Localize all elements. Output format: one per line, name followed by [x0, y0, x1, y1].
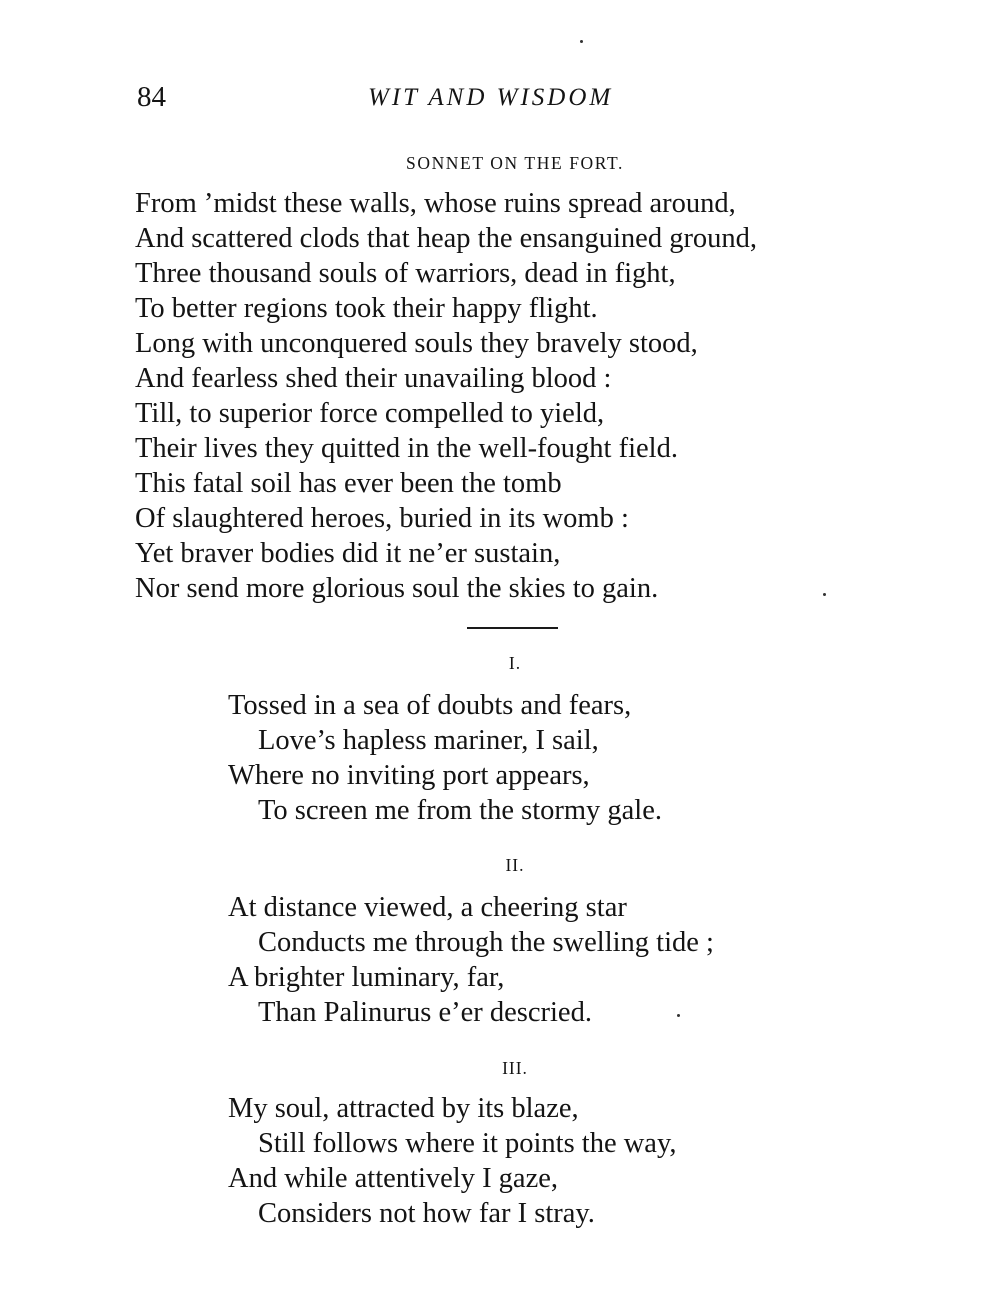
- print-speck: [677, 1014, 680, 1017]
- sonnet-line: Nor send more glorious soul the skies to gain.: [135, 573, 659, 604]
- stanza-number-3: III.: [502, 1058, 528, 1078]
- print-speck: [580, 40, 583, 43]
- stanza-number-1: I.: [508, 653, 522, 673]
- stanza-line: Conducts me through the swelling tide ;: [258, 927, 714, 958]
- stanza-line: Still follows where it points the way,: [258, 1128, 677, 1159]
- stanza-line: Where no inviting port appears,: [228, 760, 590, 791]
- sonnet-text: [135, 186, 757, 606]
- stanza-1: [228, 688, 662, 828]
- stanza-line: And while attentively I gaze,: [228, 1163, 559, 1194]
- sonnet-line: Till, to superior force compelled to yield,: [135, 398, 605, 429]
- stanza-line: Love’s hapless mariner, I sail,: [258, 725, 599, 756]
- sonnet-line: And fearless shed their unavailing blood :: [135, 363, 612, 394]
- sonnet-line: And scattered clods that heap the ensanguined ground,: [135, 223, 758, 254]
- sonnet-line: Their lives they quitted in the well-fought field.: [135, 433, 678, 464]
- stanza-line: Considers not how far I stray.: [258, 1198, 595, 1229]
- sonnet-line: Yet braver bodies did it ne’er sustain,: [135, 538, 561, 569]
- stanza-line: Tossed in a sea of doubts and fears,: [228, 690, 632, 721]
- sonnet-line: To better regions took their happy flight.: [135, 293, 598, 324]
- sonnet-line: From ’midst these walls, whose ruins spread around,: [135, 188, 736, 219]
- stanza-line: A brighter luminary, far,: [228, 962, 505, 993]
- stanza-line: Than Palinurus e’er descried.: [258, 997, 592, 1028]
- stanza-3: [228, 1091, 676, 1231]
- page-number: 84: [137, 81, 166, 113]
- sonnet-line: Of slaughtered heroes, buried in its womb :: [135, 503, 629, 534]
- sonnet-title: SONNET ON THE FORT.: [406, 153, 624, 173]
- stanza-line: At distance viewed, a cheering star: [228, 892, 627, 923]
- stanza-line: To screen me from the stormy gale.: [258, 795, 662, 826]
- stanza-number-2: II.: [505, 855, 525, 875]
- section-divider: [467, 627, 558, 629]
- sonnet-line: This fatal soil has ever been the tomb: [135, 468, 562, 499]
- print-speck: [823, 593, 826, 596]
- sonnet-line: Long with unconquered souls they bravely stood,: [135, 328, 698, 359]
- sonnet-line: Three thousand souls of warriors, dead in fight,: [135, 258, 676, 289]
- stanza-line: My soul, attracted by its blaze,: [228, 1093, 579, 1124]
- stanza-2: [228, 890, 714, 1030]
- running-title: WIT AND WISDOM: [368, 84, 614, 111]
